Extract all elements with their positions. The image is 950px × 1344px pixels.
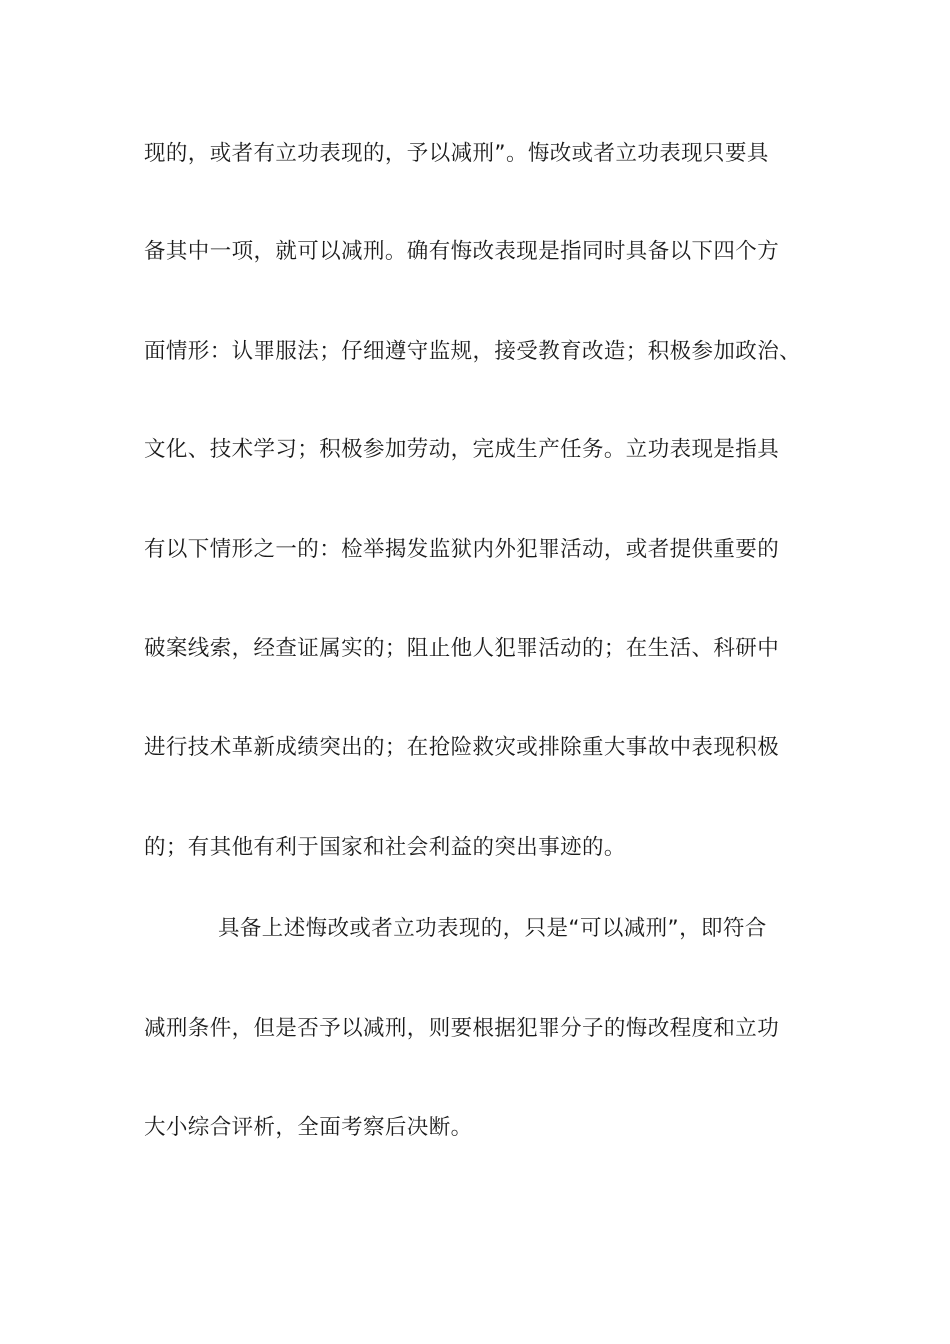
paragraph-line-3: 面情形：认罪服法；仔细遵守监规，接受教育改造；积极参加政治、 xyxy=(144,339,802,364)
paragraph-line-7: 进行技术革新成绩突出的；在抢险救灾或排除重大事故中表现积极 xyxy=(144,735,780,760)
paragraph-line-6: 破案线索，经查证属实的；阻止他人犯罪活动的；在生活、科研中 xyxy=(144,636,780,661)
paragraph-line-2: 备其中一项，就可以减刑。确有悔改表现是指同时具备以下四个方 xyxy=(144,239,780,264)
paragraph-line-10: 减刑条件，但是否予以减刑，则要根据犯罪分子的悔改程度和立功 xyxy=(144,1016,780,1041)
paragraph-line-11: 大小综合评析，全面考察后决断。 xyxy=(144,1115,473,1140)
paragraph-line-5: 有以下情形之一的：检举揭发监狱内外犯罪活动，或者提供重要的 xyxy=(144,537,780,562)
paragraph-line-1: 现的，或者有立功表现的，予以减刑”。悔改或者立功表现只要具 xyxy=(144,141,769,166)
paragraph-line-9: 具备上述悔改或者立功表现的，只是“可以减刑”，即符合 xyxy=(218,916,767,941)
paragraph-line-4: 文化、技术学习；积极参加劳动，完成生产任务。立功表现是指具 xyxy=(144,437,780,462)
paragraph-line-8: 的；有其他有利于国家和社会利益的突出事迹的。 xyxy=(144,835,626,860)
